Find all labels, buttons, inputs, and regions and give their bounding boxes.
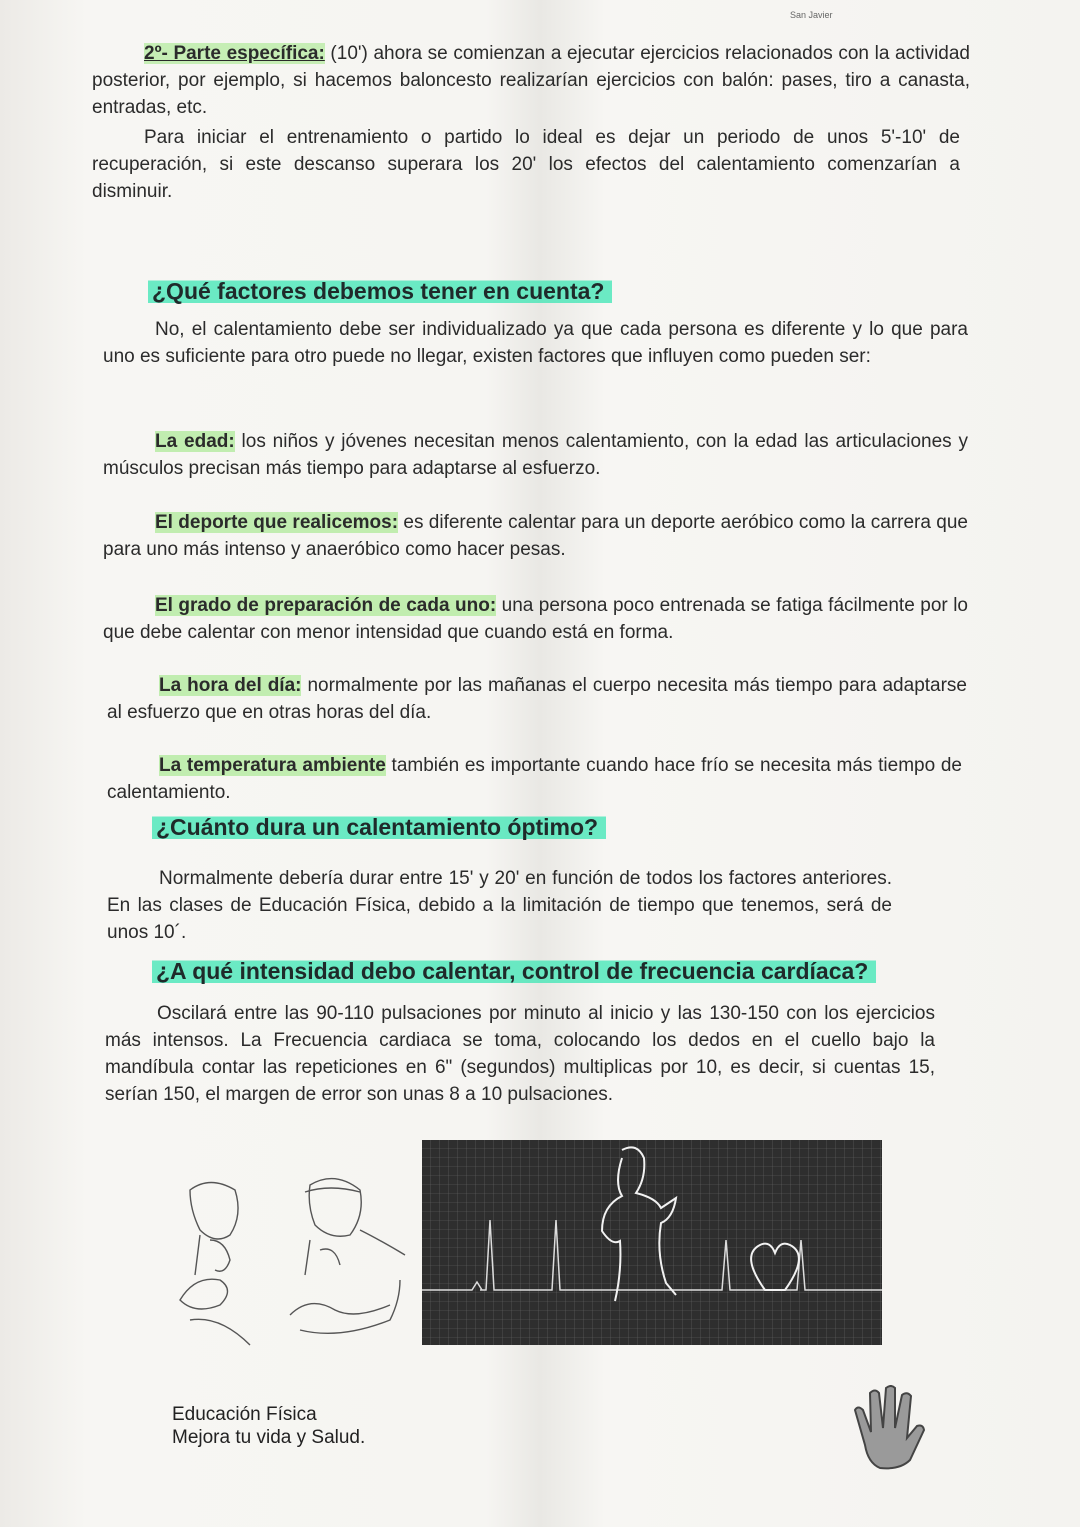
heading-factors: ¿Qué factores debemos tener en cuenta? xyxy=(148,278,612,305)
intro-text: (10') ahora se comienzan a ejecutar ejercicios relacionados con la actividad posterior, por ejemplo, si hacemos baloncesto realizarían ejercicios con balón: pases, tiro a canasta, entradas, etc. xyxy=(92,43,971,118)
factor-term: La hora del día: xyxy=(159,675,302,696)
factors-intro: No, el calentamiento debe ser individualizado ya que cada persona es diferente y lo que para uno es suficiente para otro puede no llegar, existen factores que influyen como pueden ser: xyxy=(103,319,968,367)
footer-slogan: Mejora tu vida y Salud. xyxy=(172,1427,366,1448)
heart-rate-monitor-image xyxy=(422,1140,882,1345)
recovery-paragraph: Para iniciar el entrenamiento o partido lo ideal es dejar un periodo de unos 5'-10' de recuperación, si este descanso superara los 20' los efectos del calentamiento comenzarían a disminuir. xyxy=(92,127,960,202)
factor-text: normalmente por las mañanas el cuerpo necesita más tiempo para adaptarse al esfuerzo que en otras horas del día. xyxy=(107,675,968,723)
factor-item xyxy=(107,752,962,806)
intensity-paragraph: Oscilará entre las 90-110 pulsaciones por minuto al inicio y las 130-150 con los ejercicios más intensos. La Frecuencia cardiaca se toma, colocando los dedos en el cuello bajo la mandíbula contar las repeticiones en 6" (segundos) multiplicas por 10, es decir, si cuentas 15, serían 150, el margen de error son unas 8 a 10 pulsaciones. xyxy=(105,1003,935,1105)
factor-term: La edad: xyxy=(155,431,235,452)
hand-logo-icon xyxy=(850,1385,930,1470)
factor-term: El grado de preparación de cada uno: xyxy=(155,595,497,616)
heading-duration: ¿Cuánto dura un calentamiento óptimo? xyxy=(152,814,606,841)
factor-term: El deporte que realicemos: xyxy=(155,512,399,533)
heading-intensity: ¿A qué intensidad debo calentar, control de frecuencia cardíaca? xyxy=(152,958,876,985)
factor-item xyxy=(103,428,968,482)
factor-text: los niños y jóvenes necesitan menos calentamiento, con la edad las articulaciones y músculos precisan más tiempo para adaptarse al esfuerzo. xyxy=(103,431,968,479)
duration-paragraph: Normalmente debería durar entre 15' y 20' en función de todos los factores anteriores. En las clases de Educación Física, debido a la limitación de tiempo que tenemos, será de unos 10´. xyxy=(107,868,892,943)
factor-text: también es importante cuando hace frío se necesita más tiempo de calentamiento. xyxy=(107,755,963,803)
factor-text: es diferente calentar para un deporte aeróbico como la carrera que para uno más intenso y anaeróbico como hacer pesas. xyxy=(103,512,968,560)
factor-text: una persona poco entrenada se fatiga fácilmente por lo que debe calentar con menor intensidad que cuando está en forma. xyxy=(103,595,968,643)
section-term: 2º- Parte específica: xyxy=(144,43,325,64)
school-name: San Javier xyxy=(790,10,833,20)
pulse-taking-illustration xyxy=(170,1170,410,1350)
intro-paragraph xyxy=(92,40,970,121)
factor-item xyxy=(107,672,967,726)
factor-term: La temperatura ambiente xyxy=(159,755,386,776)
factor-item xyxy=(103,509,968,563)
footer-title: Educación Física xyxy=(172,1404,317,1425)
factor-item xyxy=(103,592,968,646)
